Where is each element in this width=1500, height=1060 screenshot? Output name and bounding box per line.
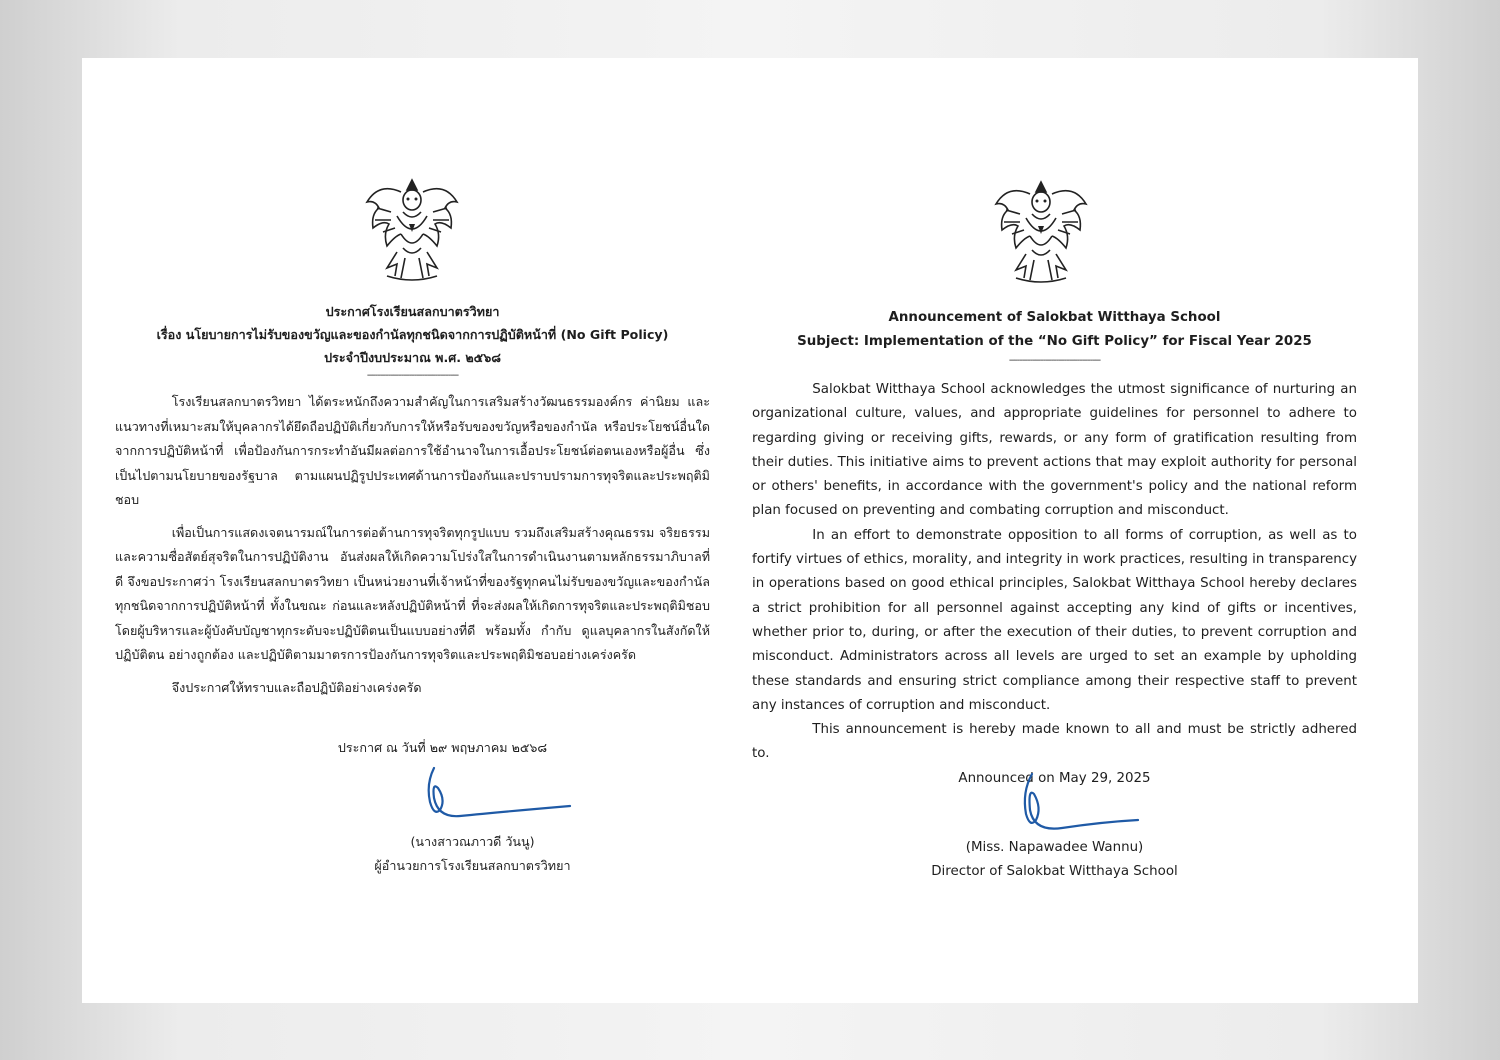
thai-announced-date: ประกาศ ณ วันที่ ๒๙ พฤษภาคม ๒๕๖๘ (337, 740, 548, 755)
thai-paragraph-3: จึงประกาศให้ทราบและถือปฏิบัติอย่างเคร่งครัด (171, 679, 422, 695)
thai-paragraph-1: โรงเรียนสลกบาตรวิทยา ได้ตระหนักถึงความสำคัญในการเสริมสร้างวัฒนธรรมองค์กร ค่านิยม และแนวทางที่เหมาะสมให้บุคลากรได้ยึดถือปฏิบัติเกี่ยวกับการให้หรือรับของขวัญหรือของกำนัล หรือประโยชน์อื่นใดจากการปฏิบัติหน้าที่ เพื่อป้องกันการกระทำอันมีผลต่อการใช้อำนาจในการเอื้อประโยชน์ต่อตนเองหรือผู้อื่น ซึ่งเป็นไปตามนโยบายของรัฐบาล ตามแผนปฏิรูปประเทศด้านการป้องกันและปราบปรามการทุจริตและประพฤติมิชอบ (115, 394, 710, 507)
thai-signer (175, 830, 770, 878)
thai-heading (115, 300, 710, 383)
thai-fiscal-year: ประจำปีงบประมาณ พ.ศ. ๒๕๖๘ (324, 350, 501, 365)
english-paragraph-1: Salokbat Witthaya School acknowledges the utmost significance of nurturing an organizational culture, values, and appropriate guidelines for personnel to adhere to regarding giving or receiving gifts, rewards, or any form of gratification resulting from their duties. This initiative aims to prevent actions that may exploit authority for personal or others' benefits, in accordance with the government's policy and the national reform plan focused on preventing and combating corruption and misconduct. (752, 382, 1357, 519)
thai-announcement (115, 58, 710, 1003)
document-sheet (82, 58, 1418, 1003)
english-signer (752, 836, 1357, 884)
thai-divider: ----------------------------------- (366, 370, 459, 381)
english-heading (752, 306, 1357, 368)
garuda-emblem-icon (357, 172, 467, 284)
english-paragraph-2: In an effort to demonstrate opposition to all forms of corruption, as well as to fortify virtues of ethics, morality, and integrity in work practices, resulting in transparency in operations based on good ethical principles, Salokbat Witthaya School hereby declares a strict prohibition for all personnel against accepting any kind of gifts or incentives, whether prior to, during, or after the execution of their duties, to prevent corruption and misconduct. Administrators across all levels are urged to set an example by upholding these standards and ensuring strict compliance among their respective staff to prevent any instances of corruption and misconduct. (752, 527, 1357, 713)
english-body (752, 378, 1357, 791)
thai-signer-name: (นางสาวณภาวดี วันนู) (410, 834, 535, 849)
english-announced-date: Announced on May 29, 2025 (958, 770, 1151, 786)
english-signer-title: Director of Salokbat Witthaya School (931, 864, 1178, 879)
thai-title: ประกาศโรงเรียนสลกบาตรวิทยา (325, 304, 500, 319)
thai-signature-block (115, 736, 710, 873)
english-paragraph-3: This announcement is hereby made known to all and must be strictly adhered to. (752, 722, 1357, 762)
thai-signature (420, 764, 575, 824)
english-divider: ----------------------------------- (1008, 355, 1101, 366)
english-title: Announcement of Salokbat Witthaya School (888, 310, 1221, 325)
thai-paragraph-2: เพื่อเป็นการแสดงเจตนารมณ์ในการต่อต้านการทุจริตทุกรูปแบบ รวมถึงเสริมสร้างคุณธรรม จริยธรรม และความซื่อสัตย์สุจริตในการปฏิบัติงาน อันส่งผลให้เกิดความโปร่งใสในการดำเนินงานตามหลักธรรมาภิบาลที่ดี จึงขอประกาศว่า โรงเรียนสลกบาตรวิทยา เป็นหน่วยงานที่เจ้าหน้าที่ของรัฐทุกคนไม่รับของขวัญและของกำนัลทุกชนิดจากการปฏิบัติหน้าที่ ทั้งในขณะ ก่อนและหลังปฏิบัติหน้าที่ ที่จะส่งผลให้เกิดการทุจริตและประพฤติมิชอบ โดยผู้บริหารและผู้บังคับบัญชาทุกระดับจะปฏิบัติตนเป็นแบบอย่างที่ดี พร้อมทั้ง กำกับ ดูแลบุคลากรในสังกัดให้ปฏิบัติตน อย่างถูกต้อง และปฏิบัติตามมาตรการป้องกันการทุจริตและประพฤติมิชอบอย่างเคร่งครัด (115, 524, 710, 662)
thai-body (115, 390, 710, 708)
english-signature (1012, 770, 1142, 838)
thai-subject: เรื่อง นโยบายการไม่รับของขวัญและของกำนัลทุกชนิดจากการปฏิบัติหน้าที่ (No Gift Policy) (156, 327, 669, 342)
english-subject: Subject: Implementation of the “No Gift Policy” for Fiscal Year 2025 (797, 334, 1312, 349)
english-signer-name: (Miss. Napawadee Wannu) (965, 840, 1144, 855)
english-announcement (752, 58, 1357, 1003)
thai-signer-title: ผู้อำนวยการโรงเรียนสลกบาตรวิทยา (374, 858, 571, 873)
garuda-emblem-icon (986, 174, 1096, 286)
